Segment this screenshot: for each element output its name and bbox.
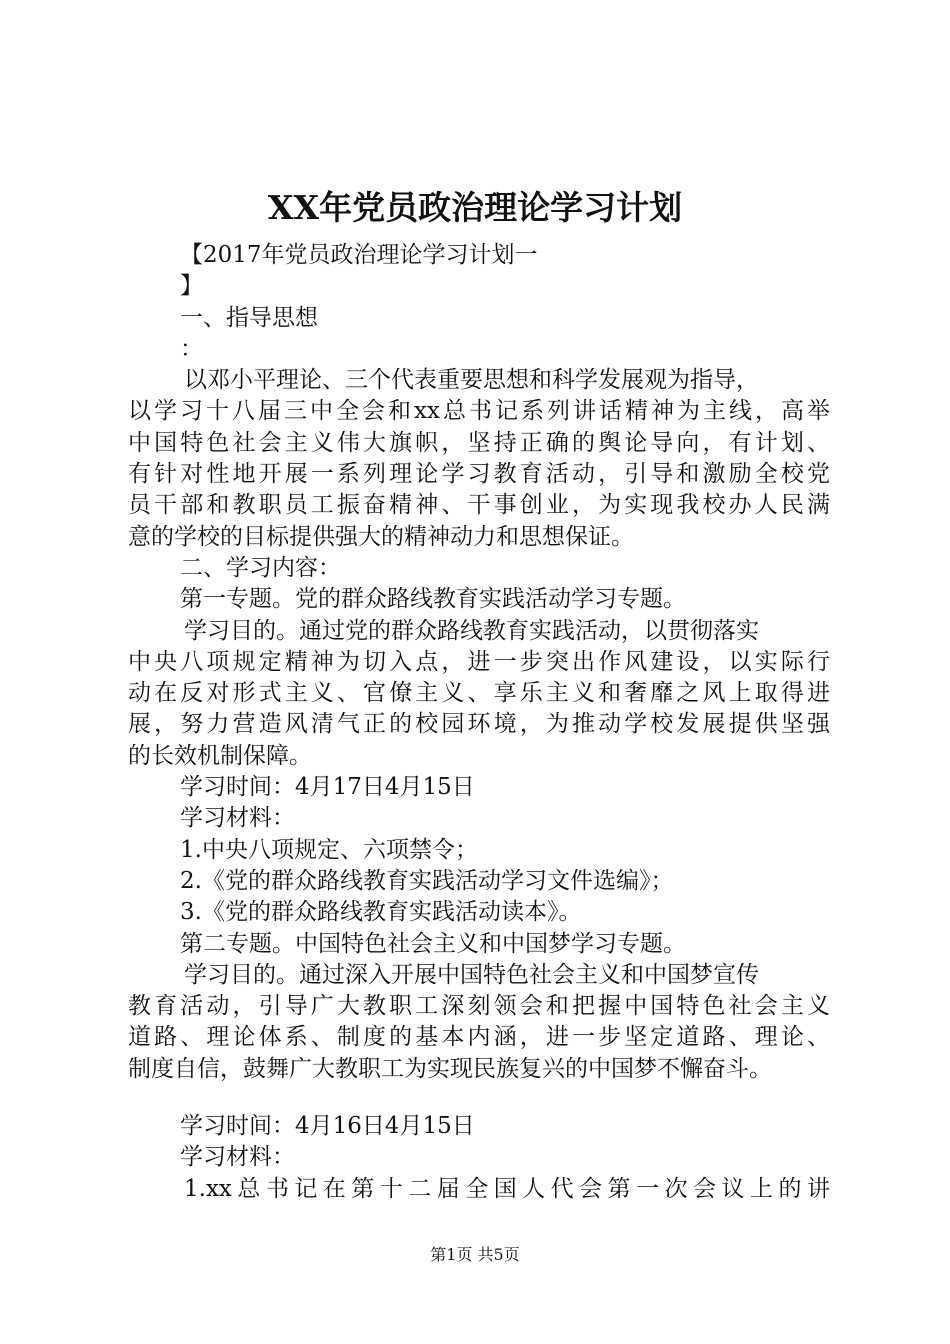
paragraph-line: 教育活动，引导广大教职工深刻领会和把握中国特色社会主义 (128, 993, 830, 1020)
paragraph-line: 有针对性地开展一系列理论学习教育活动，引导和激励全校党 (128, 461, 830, 488)
material-item: 2.《党的群众路线教育实践活动学习文件选编》； (180, 867, 674, 894)
section-heading: 一、指导思想 (180, 304, 318, 331)
paragraph-line: 以学习十八届三中全会和xx总书记系列讲话精神为主线，高举 (128, 398, 830, 425)
material-item: 1.中央八项规定、六项禁令； (180, 836, 478, 863)
paragraph-gap (128, 1085, 830, 1111)
material-item: 1.xx总书记在第十二届全国人代会第一次会议上的讲 (184, 1175, 830, 1202)
paragraph-line: 动在反对形式主义、官僚主义、享乐主义和奢靡之风上取得进 (128, 680, 830, 707)
paragraph-line: 学习目的。通过党的群众路线教育实践活动，以贯彻落实 (184, 617, 759, 644)
document-body (128, 240, 830, 1205)
paragraph-line: 以邓小平理论、三个代表重要思想和科学发展观为指导， (184, 367, 759, 394)
text-line: ： (180, 335, 203, 362)
topic-heading: 第二专题。中国特色社会主义和中国梦学习专题。 (180, 930, 686, 957)
paragraph-line: 制度自信，鼓舞广大教职工为实现民族复兴的中国梦不懈奋斗。 (128, 1055, 772, 1082)
paragraph-line: 道路、理论体系、制度的基本内涵，进一步坚定道路、理论、 (128, 1024, 830, 1051)
study-materials-label: 学习材料： (180, 1144, 295, 1171)
paragraph-line: 学习目的。通过深入开展中国特色社会主义和中国梦宣传 (184, 961, 759, 988)
paragraph-line: 的长效机制保障。 (128, 742, 312, 769)
text-line: 】 (180, 273, 203, 300)
topic-heading: 第一专题。党的群众路线教育实践活动学习专题。 (180, 586, 686, 613)
page-footer: 第1页 共5页 (430, 1245, 520, 1264)
document-title: XX年党员政治理论学习计划 (267, 188, 683, 227)
paragraph-line: 中央八项规定精神为切入点，进一步突出作风建设，以实际行 (128, 648, 830, 675)
paragraph-line: 意的学校的目标提供强大的精神动力和思想保证。 (128, 523, 634, 550)
study-materials-label: 学习材料： (180, 805, 295, 832)
study-time: 学习时间：4月16日4月15日 (180, 1113, 475, 1140)
material-item: 3.《党的群众路线教育实践活动读本》。 (180, 899, 582, 926)
text-line: 【2017年党员政治理论学习计划一 (180, 242, 538, 268)
paragraph-line: 中国特色社会主义伟大旗帜，坚持正确的舆论导向，有计划、 (128, 429, 830, 456)
paragraph-line: 展，努力营造风清气正的校园环境，为推动学校发展提供坚强 (128, 711, 830, 738)
study-time: 学习时间：4月17日4月15日 (180, 774, 475, 801)
section-heading: 二、学习内容： (180, 554, 341, 581)
paragraph-line: 员干部和教职员工振奋精神、干事创业，为实现我校办人民满 (128, 492, 830, 519)
